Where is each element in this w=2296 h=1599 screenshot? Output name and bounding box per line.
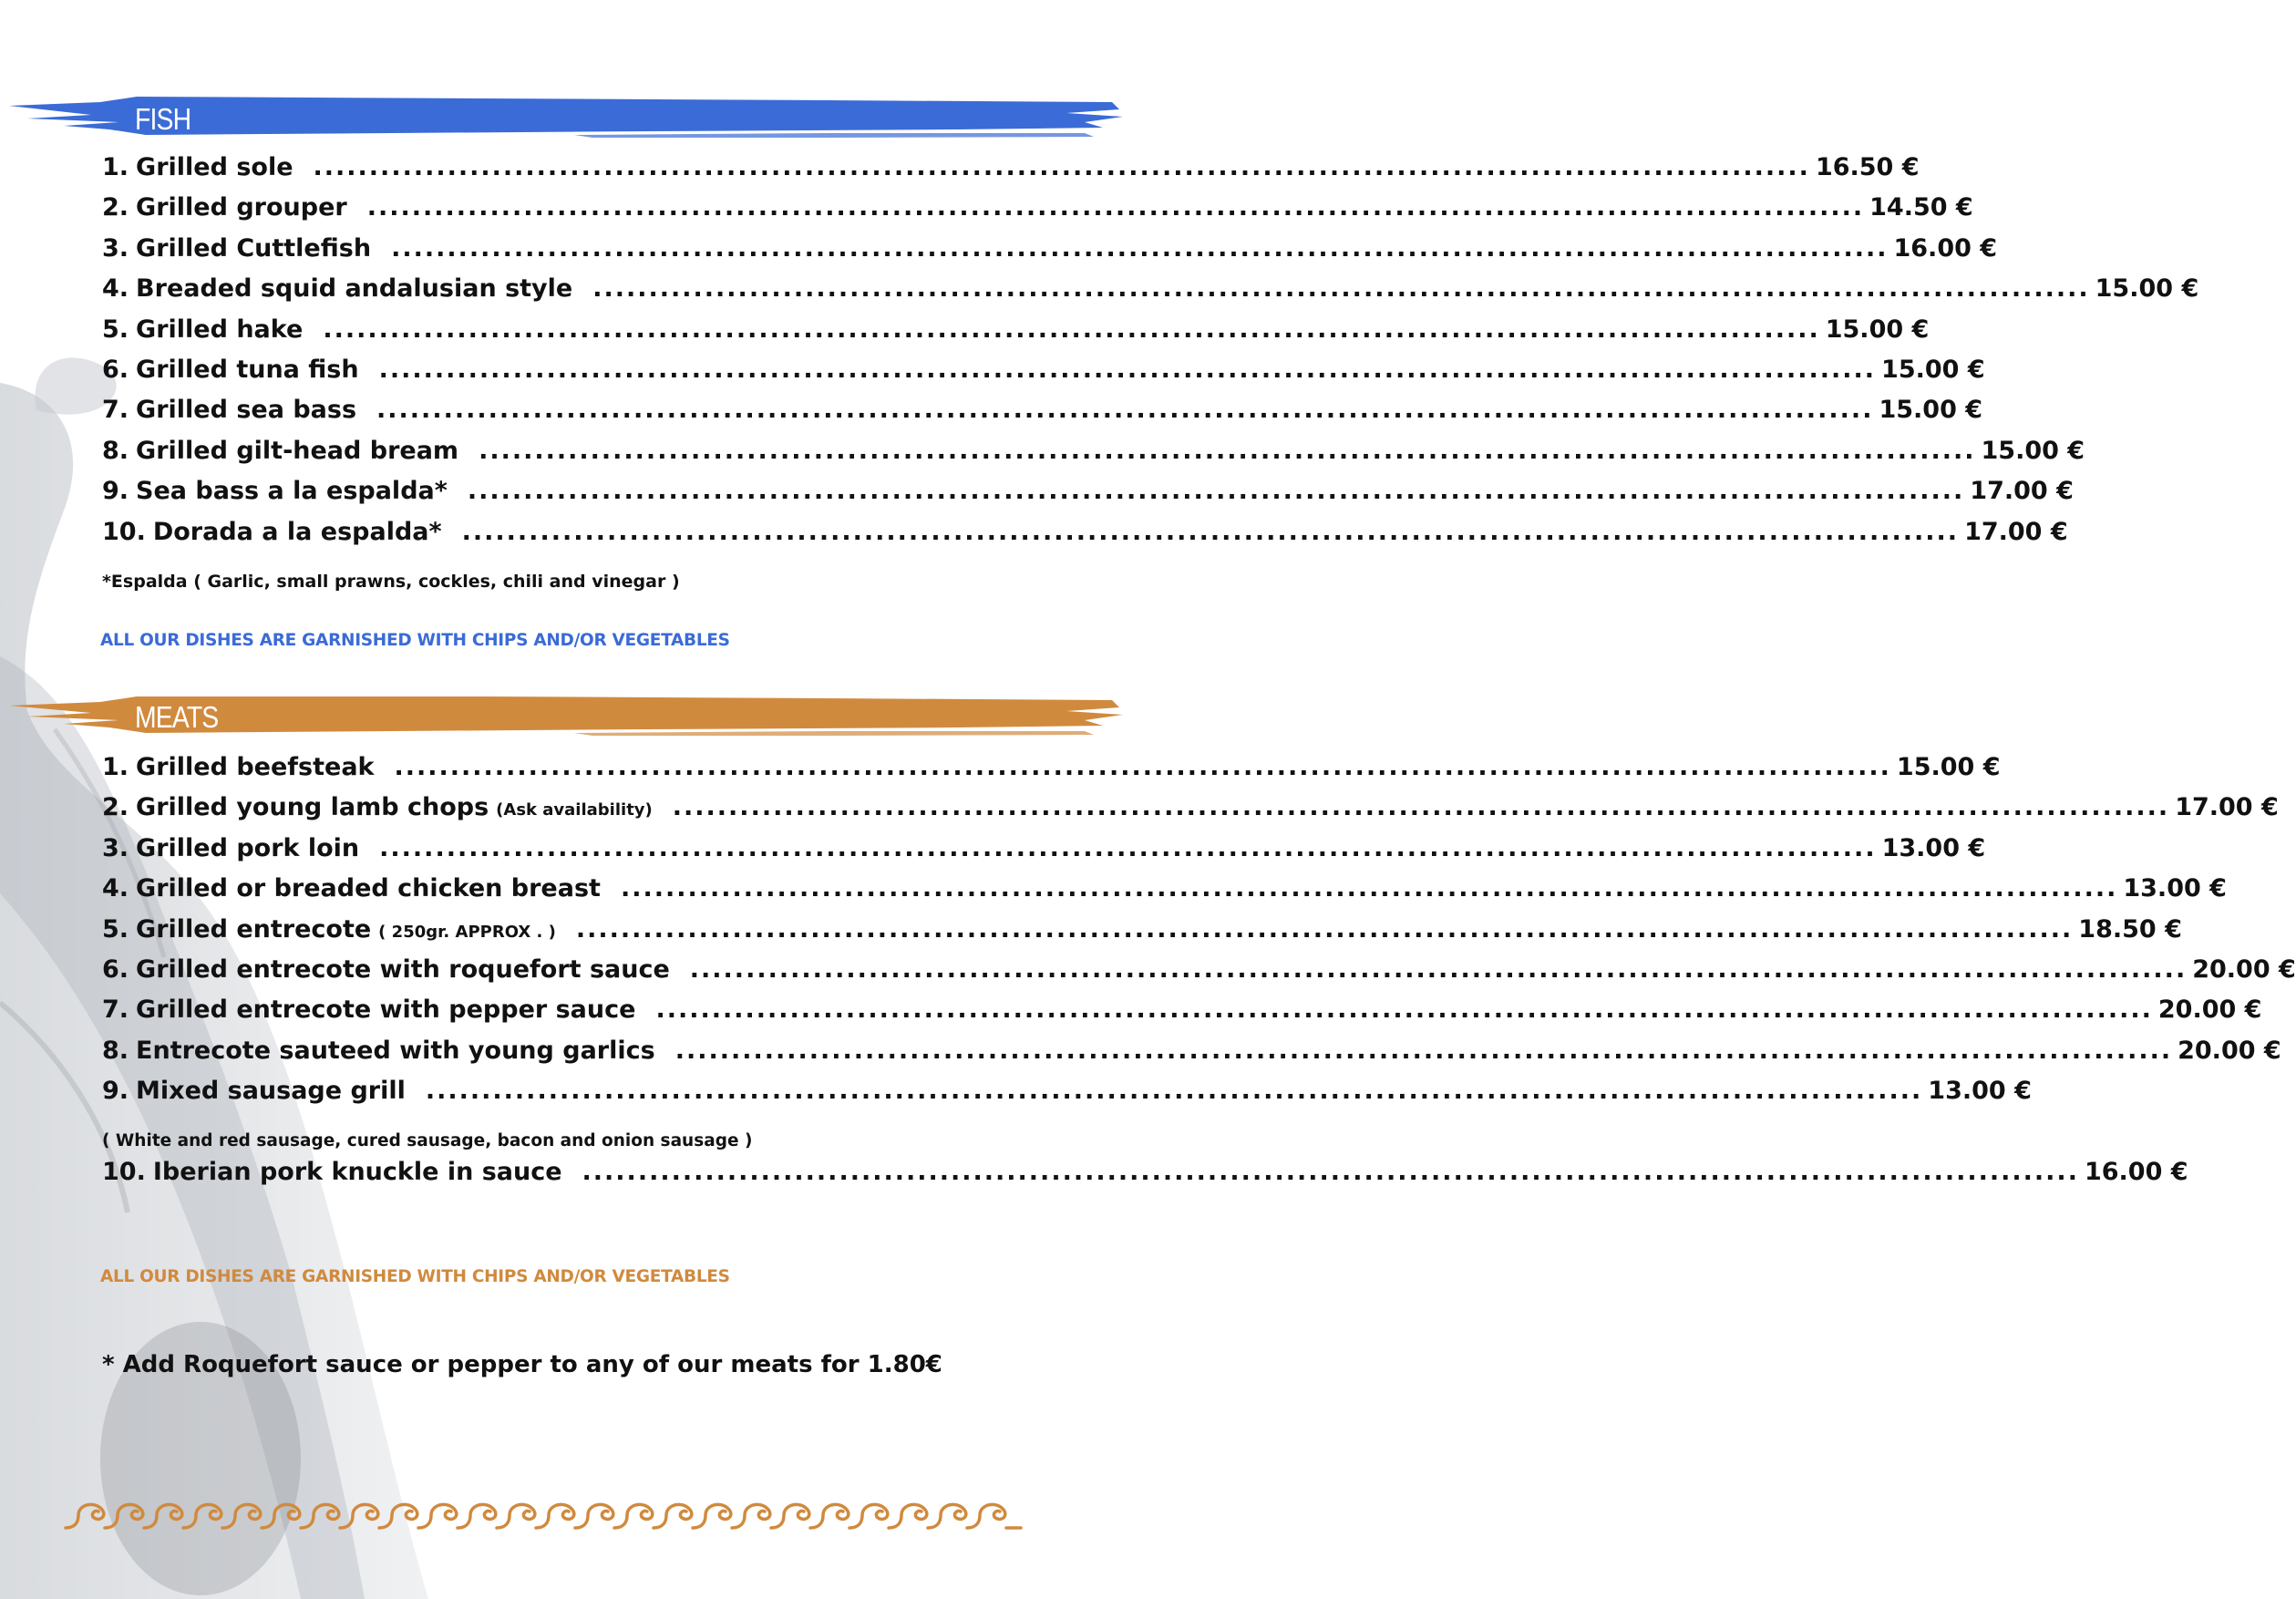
item-price: 16.50 € bbox=[1815, 153, 1920, 181]
item-price: 15.00 € bbox=[2095, 274, 2199, 304]
item-price: 18.50 € bbox=[2078, 914, 2182, 944]
dot-leader: ...................................................................................................................................... bbox=[391, 233, 1889, 263]
item-price: 13.00 € bbox=[1881, 833, 1986, 862]
item-price: 17.00 € bbox=[1964, 517, 2068, 546]
dot-leader: ...................................................................................................................................... bbox=[655, 996, 2153, 1025]
item-note: ( 250gr. APPROX . ) bbox=[378, 922, 556, 942]
item-price: 17.00 € bbox=[2175, 793, 2279, 822]
item-price: 13.00 € bbox=[1928, 1077, 2032, 1106]
item-price: 16.00 € bbox=[2084, 1158, 2188, 1186]
item-price: 15.00 € bbox=[1825, 315, 1930, 344]
dot-leader: ...................................................................................................................................... bbox=[323, 315, 1820, 344]
item-price: 13.00 € bbox=[2123, 874, 2227, 903]
fish-garnish-note: ALL OUR DISHES ARE GARNISHED WITH CHIPS AND/OR VEGETABLES bbox=[100, 631, 730, 650]
item-price: 15.00 € bbox=[1881, 355, 1985, 384]
item-name: Grilled pork loin bbox=[136, 833, 360, 862]
dot-leader: ...................................................................................................................................... bbox=[620, 874, 2118, 903]
item-number: 3. bbox=[102, 833, 129, 862]
fish-item bbox=[102, 274, 2199, 315]
dot-leader: ...................................................................................................................................... bbox=[313, 153, 1810, 181]
item-number: 2. bbox=[102, 793, 129, 822]
item-name: Iberian pork knuckle in sauce bbox=[152, 1158, 562, 1186]
dot-leader: ...................................................................................................................................... bbox=[378, 355, 1877, 384]
item-price: 15.00 € bbox=[1896, 753, 2001, 781]
item-price: 15.00 € bbox=[1879, 396, 1983, 425]
item-name: Grilled sea bass bbox=[136, 396, 357, 425]
item-name: Mixed sausage grill bbox=[136, 1077, 406, 1106]
fish-item bbox=[102, 193, 1973, 233]
item-number: 7. bbox=[102, 996, 129, 1025]
item-number: 1. bbox=[102, 153, 129, 181]
dot-leader: ...................................................................................................................................... bbox=[592, 274, 2090, 304]
item-name: Dorada a la espalda* bbox=[152, 517, 442, 546]
item-name: Grilled hake bbox=[136, 315, 304, 344]
dot-leader: ...................................................................................................................................... bbox=[672, 793, 2170, 822]
item-name: Grilled tuna fish bbox=[136, 355, 359, 384]
item-number: 6. bbox=[102, 355, 129, 384]
meat-item bbox=[102, 954, 2296, 996]
meats-menu-list bbox=[102, 753, 2296, 1118]
item-price: 15.00 € bbox=[1981, 436, 2085, 465]
dot-leader: ...................................................................................................................................... bbox=[575, 914, 2074, 944]
dot-leader: ...................................................................................................................................... bbox=[467, 477, 1965, 506]
dot-leader: ...................................................................................................................................... bbox=[379, 833, 1877, 862]
meat-item bbox=[102, 914, 2182, 955]
item-name: Grilled gilt-head bream bbox=[136, 436, 459, 465]
item-number: 5. bbox=[102, 315, 129, 344]
item-number: 10. bbox=[102, 517, 146, 546]
item-number: 1. bbox=[102, 753, 129, 781]
item-note: (Ask availability) bbox=[496, 800, 653, 820]
meats-section-banner bbox=[9, 691, 1126, 746]
item-number: 4. bbox=[102, 274, 129, 304]
meat-item bbox=[102, 1077, 2032, 1117]
item-number: 8. bbox=[102, 1036, 129, 1065]
fish-section-title: FISH bbox=[135, 102, 191, 136]
item-price: 20.00 € bbox=[2178, 1036, 2281, 1065]
item-price: 14.50 € bbox=[1869, 193, 1973, 222]
item-name: Breaded squid andalusian style bbox=[136, 274, 573, 304]
meat-item bbox=[102, 1036, 2281, 1077]
meat-item bbox=[102, 996, 2262, 1036]
meats-section-title: MEATS bbox=[135, 700, 219, 734]
wave-border bbox=[66, 1495, 1023, 1537]
item-name: Sea bass a la espalda* bbox=[136, 477, 448, 506]
dot-leader: ...................................................................................................................................... bbox=[479, 436, 1976, 465]
item-number: 2. bbox=[102, 193, 129, 222]
item-number: 6. bbox=[102, 954, 129, 984]
meats-garnish-note: ALL OUR DISHES ARE GARNISHED WITH CHIPS AND/OR VEGETABLES bbox=[100, 1267, 730, 1286]
dot-leader: ...................................................................................................................................... bbox=[461, 517, 1960, 546]
dot-leader: ...................................................................................................................................... bbox=[689, 954, 2188, 984]
item-number: 9. bbox=[102, 477, 129, 506]
item-name: Grilled entrecote with roquefort sauce bbox=[136, 954, 670, 984]
item-price: 20.00 € bbox=[2157, 996, 2262, 1025]
meat-item bbox=[102, 753, 2001, 793]
fish-menu-list bbox=[102, 153, 2199, 558]
fish-item bbox=[102, 153, 1920, 193]
item-number: 3. bbox=[102, 233, 129, 263]
meat-item bbox=[102, 1158, 2188, 1198]
item-number: 4. bbox=[102, 874, 129, 903]
dot-leader: ...................................................................................................................................... bbox=[366, 193, 1865, 222]
meats-menu-list-continued bbox=[102, 1158, 2188, 1198]
fish-item bbox=[102, 355, 1985, 396]
item-price: 20.00 € bbox=[2192, 954, 2296, 984]
espalda-footnote: *Espalda ( Garlic, small prawns, cockles, chili and vinegar ) bbox=[102, 572, 680, 592]
item-name: Grilled beefsteak bbox=[136, 753, 375, 781]
item-number: 8. bbox=[102, 436, 129, 465]
fish-item bbox=[102, 477, 2074, 517]
item-name: Entrecote sauteed with young garlics bbox=[136, 1036, 655, 1065]
item-price: 16.00 € bbox=[1893, 233, 1998, 263]
item-name: Grilled Cuttlefish bbox=[136, 233, 372, 263]
fish-item bbox=[102, 436, 2085, 477]
meat-item bbox=[102, 874, 2227, 914]
item-name: Grilled entrecote bbox=[136, 914, 372, 944]
fish-item bbox=[102, 396, 1983, 436]
item-name: Grilled grouper bbox=[136, 193, 347, 222]
item-name: Grilled young lamb chops bbox=[136, 793, 489, 822]
meat-item bbox=[102, 833, 1986, 874]
item-number: 10. bbox=[102, 1158, 146, 1186]
dot-leader: ...................................................................................................................................... bbox=[425, 1077, 1923, 1106]
item-number: 9. bbox=[102, 1077, 129, 1106]
fish-section-banner bbox=[9, 93, 1126, 148]
item-number: 5. bbox=[102, 914, 129, 944]
item-number: 7. bbox=[102, 396, 129, 425]
dot-leader: ...................................................................................................................................... bbox=[394, 753, 1891, 781]
dot-leader: ...................................................................................................................................... bbox=[674, 1036, 2173, 1065]
item-name: Grilled entrecote with pepper sauce bbox=[136, 996, 636, 1025]
item-name: Grilled sole bbox=[136, 153, 293, 181]
dot-leader: ...................................................................................................................................... bbox=[582, 1158, 2079, 1186]
fish-item bbox=[102, 233, 1998, 274]
fish-item bbox=[102, 315, 1930, 356]
item-price: 17.00 € bbox=[1970, 477, 2074, 506]
sauce-extra-note: * Add Roquefort sauce or pepper to any of our meats for 1.80€ bbox=[102, 1351, 942, 1378]
meat-item bbox=[102, 793, 2279, 833]
dot-leader: ...................................................................................................................................... bbox=[376, 396, 1874, 425]
item-name: Grilled or breaded chicken breast bbox=[136, 874, 601, 903]
fish-item bbox=[102, 517, 2068, 558]
sausage-note: ( White and red sausage, cured sausage, bacon and onion sausage ) bbox=[102, 1131, 753, 1150]
